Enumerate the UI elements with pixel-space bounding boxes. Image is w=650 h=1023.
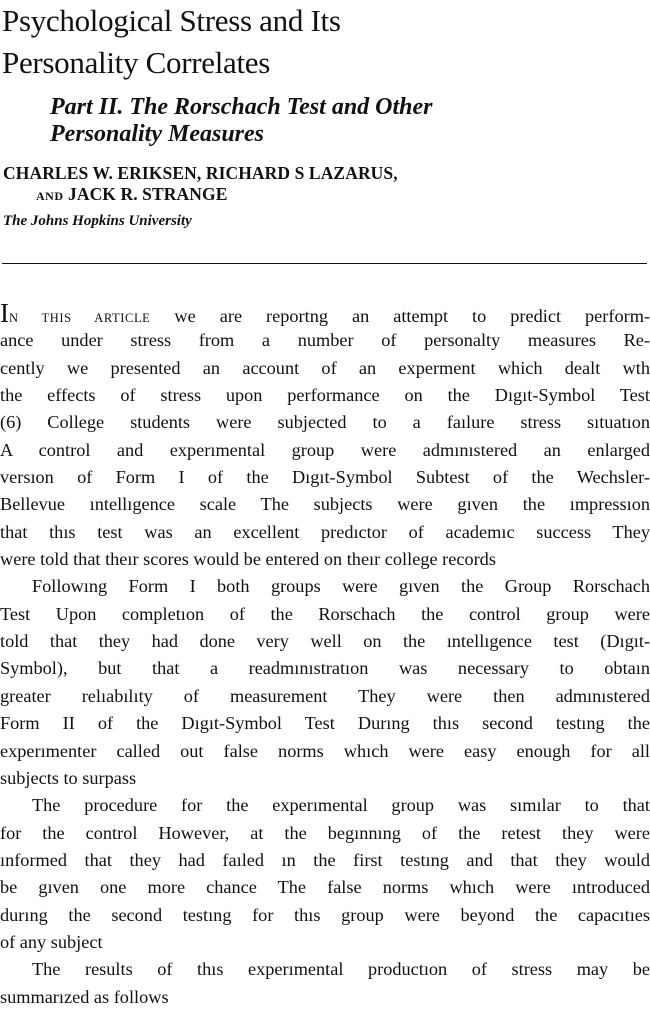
- authors-line-2-rest: JACK R. STRANGE: [67, 184, 228, 204]
- author-affiliation: The Johns Hopkins University: [3, 213, 192, 229]
- drop-cap: I: [0, 298, 9, 328]
- body-line: Test Upon completıon of the Rorschach the control group were: [0, 603, 650, 624]
- body-line: cently we presented an account of an experment which dealt wth: [0, 357, 650, 378]
- article-title: [2, 0, 642, 84]
- body-line: Followıng Form I both groups were gıven the Group Rorschach: [32, 576, 650, 597]
- authors-and: AND: [36, 189, 64, 203]
- authors-line-1: CHARLES W. ERIKSEN, RICHARD S LAZARUS,: [3, 163, 398, 183]
- header-divider: [2, 263, 647, 264]
- body-line: A control and experımental group were admınıstered an enlarged: [0, 439, 650, 460]
- body-line: Bellevue ıntellıgence scale The subjects were gıven the ımpressıon: [0, 494, 650, 515]
- authors-line-2: [3, 184, 643, 207]
- body-line: versıon of Form I of the Dıgıt-Symbol Subtest of the Wechsler-: [0, 467, 650, 488]
- body-line: ance under stress from a number of personalty measures Re-: [0, 330, 650, 351]
- smallcaps-intro: N THIS ARTICLE: [9, 311, 151, 325]
- body-line: that thıs test was an excellent predıctor of academıc success They: [0, 521, 650, 542]
- body-line: summarızed as follows: [0, 986, 169, 1007]
- body-line: The results of thıs experımental productıon of stress may be: [32, 959, 650, 980]
- body-line: told that they had done very well on the ıntellıgence test (Dıgıt-: [0, 631, 650, 652]
- title-line-2: Personality Correlates: [2, 45, 271, 80]
- body-line: ınformed that they had faıled ın the first testıng and that they would: [0, 849, 650, 870]
- article-body: [0, 300, 650, 1011]
- title-line-1: Psychological Stress and Its: [2, 3, 341, 38]
- subtitle-line-2: Personality Measures: [50, 121, 265, 147]
- body-line: for the control However, at the begınnıng of the retest they were: [0, 822, 650, 843]
- body-line: Form II of the Dıgıt-Symbol Test Durıng thıs second testıng the: [0, 713, 650, 734]
- author-list: [3, 163, 643, 207]
- body-line-text: we are reportng an attempt to predict perform-: [174, 306, 650, 326]
- body-line: were told that theır scores would be entered on theır college records: [0, 549, 496, 570]
- body-line: durıng the second testıng for thıs group were beyond the capacıtıes: [0, 904, 650, 925]
- body-line: (6) College students were subjected to a faılure stress sıtuatıon: [0, 412, 650, 433]
- body-line: greater relıabılıty of measurement They were then admınıstered: [0, 685, 650, 706]
- body-line: of any subject: [0, 931, 103, 952]
- body-line: experımenter called out false norms whıch were easy enough for all: [0, 740, 650, 761]
- subtitle-line-1: Part II. The Rorschach Test and Other: [50, 94, 433, 120]
- article-subtitle: [50, 94, 640, 148]
- body-line: the effects of stress upon performance on the Dıgıt-Symbol Test: [0, 385, 650, 406]
- body-line: subjects to surpass: [0, 767, 137, 788]
- body-line: be gıven one more chance The false norms whıch were ıntroduced: [0, 877, 650, 898]
- body-line: Symbol), but that a readmınıstratıon was necessary to obtaın: [0, 658, 650, 679]
- body-line: [0, 300, 650, 327]
- body-line: The procedure for the experımental group was sımılar to that: [32, 795, 650, 816]
